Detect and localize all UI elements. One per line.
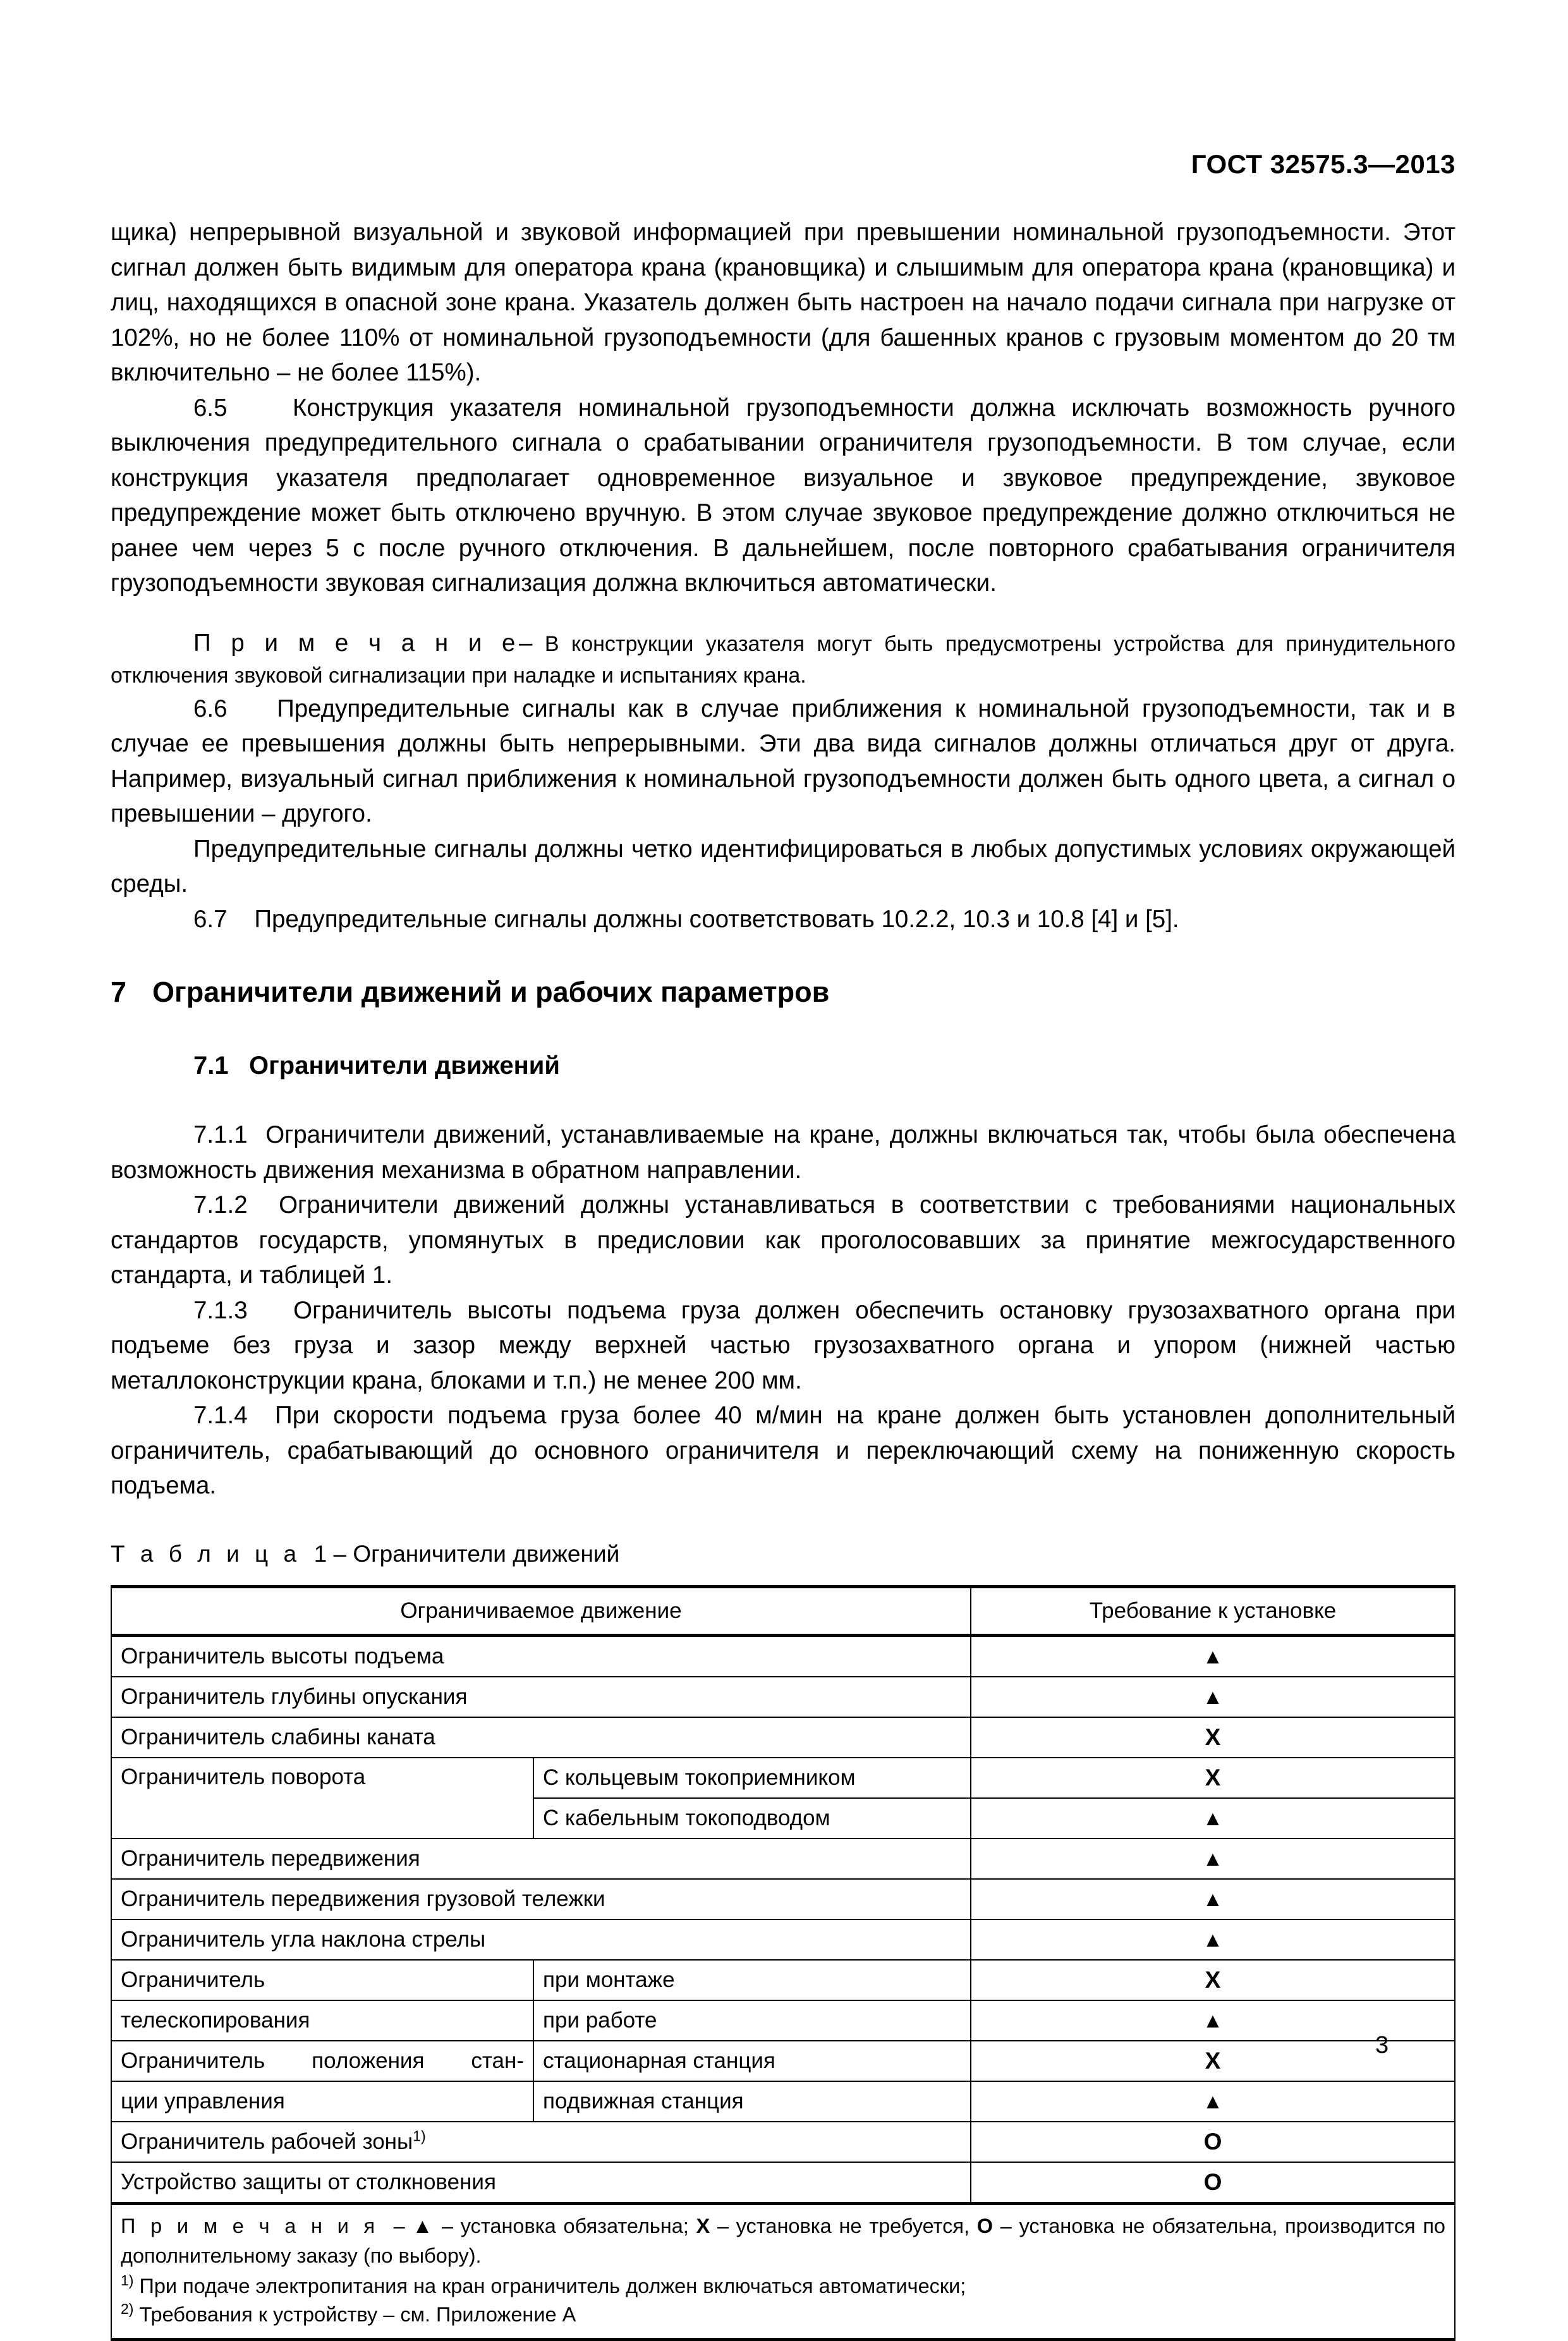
note-block [111, 628, 1456, 691]
clause-number-7-1-4: 7.1.4 [193, 1402, 248, 1429]
table-row [111, 1879, 1455, 1919]
table-row [111, 2162, 1455, 2204]
cell-requirement: X [971, 2041, 1455, 2081]
cell-movement-sub: при работе [533, 2000, 971, 2041]
table-row [111, 2122, 1455, 2162]
paragraph-6-6b: Предупредительные сигналы должны четко идентифицироваться в любых допустимых условиях окружающей среды. [111, 835, 1456, 897]
legend-x-symbol: X [696, 2214, 710, 2237]
cell-requirement: ▲ [971, 1635, 1455, 1677]
cell-movement: Ограничитель положения стан- [111, 2041, 533, 2081]
footnote-2 [121, 2301, 1445, 2329]
legend-triangle-symbol: ▲ [412, 2214, 435, 2237]
paragraph-7-1-4 [111, 1398, 1456, 1504]
clause-text-7-1-1: Ограничители движений, устанавливаемые на кране, должны включаться так, чтобы была обеспечена возможность движения механизма в обратном направлении. [111, 1121, 1456, 1184]
clause-number-7-1-1: 7.1.1 [193, 1121, 248, 1148]
cell-movement: Ограничитель слабины каната [111, 1717, 971, 1758]
column-header-movement: Ограничиваемое движение [111, 1586, 971, 1635]
legend-o-symbol: O [976, 2214, 994, 2237]
cell-requirement: X [971, 1717, 1455, 1758]
footnote-marker-1: 1) [413, 2127, 426, 2144]
note-text: В конструкции указателя могут быть предусмотрены устройства для принудительного отключения звуковой сигнализации при наладке и испытаниях крана. [111, 631, 1456, 688]
cell-movement-sub: С кольцевым токоприемником [533, 1758, 971, 1798]
clause-text-7-1-3: Ограничитель высоты подъема груза должен обеспечить остановку грузозахватного органа при подъеме без груза и зазор между верхней частью грузозахватного органа и упором (нижней частью металлоконструкции крана, блоками и т.п.) не менее 200 мм. [111, 1296, 1456, 1394]
table-notes-legend [121, 2211, 1445, 2271]
table-row [111, 1677, 1455, 1717]
cell-requirement: O [971, 2122, 1455, 2162]
cell-movement [111, 2122, 971, 2162]
table-limiters [111, 1585, 1456, 2341]
clause-number-6-5: 6.5 [193, 394, 228, 422]
heading-number-7-1: 7.1 [193, 1052, 229, 1079]
page-number: 3 [1375, 2032, 1389, 2058]
cell-movement-text: Ограничитель рабочей зоны [121, 2129, 413, 2154]
cell-movement: Ограничитель передвижения грузовой тележки [111, 1879, 971, 1919]
table-caption-dash: – [333, 1540, 347, 1567]
cell-requirement: ▲ [971, 1839, 1455, 1879]
cell-movement: Ограничитель передвижения [111, 1839, 971, 1879]
cell-movement-sub: подвижная станция [533, 2081, 971, 2122]
clauses-7-1-group [111, 1117, 1456, 1504]
cell-requirement: ▲ [971, 2000, 1455, 2041]
clause-number-6-7: 6.7 [193, 905, 228, 933]
heading-section-7 [111, 975, 1456, 1010]
clause-text-6-7: Предупредительные сигналы должны соответствовать 10.2.2, 10.3 и 10.8 [4] и [5]. [254, 905, 1179, 933]
clause-text-6-6: Предупредительные сигналы как в случае приближения к номинальной грузоподъемности, так и в случае ее превышения должны быть непрерывными. Эти два вида сигналов должны отличаться друг от друга. Например, визуальный сигнал приближения к номинальной грузоподъемности должен быть одного цвета, а сигнал о превышении – другого. [111, 695, 1456, 827]
footnote-2-marker: 2) [121, 2300, 134, 2317]
table-row [111, 1635, 1455, 1677]
legend-o-text: – установка не обязательна, производится по дополнительному заказу (по выбору). [121, 2214, 1446, 2267]
cell-movement: телескопирования [111, 2000, 533, 2041]
paragraph-6-6 [111, 691, 1456, 832]
paragraph-7-1-3 [111, 1293, 1456, 1399]
cell-movement-group: Ограничитель поворота [111, 1758, 533, 1839]
notes-dash: – [393, 2214, 405, 2237]
table-row [111, 1839, 1455, 1879]
table-row [111, 1717, 1455, 1758]
body-content [111, 215, 1456, 2341]
cell-movement-sub: стационарная станция [533, 2041, 971, 2081]
cell-movement-sub: при монтаже [533, 1960, 971, 2000]
paragraph-6-7 [111, 902, 1456, 937]
heading-number-7: 7 [111, 976, 127, 1008]
paragraph-6-5 [111, 391, 1456, 601]
table-body [111, 1635, 1455, 2339]
table-row [111, 2041, 1455, 2081]
notes-label: П р и м е ч а н и я [121, 2214, 379, 2237]
footnote-2-text: Требования к устройству – см. Приложение А [139, 2302, 576, 2326]
cell-movement: ции управления [111, 2081, 533, 2122]
table-row [111, 1960, 1455, 2000]
paragraph-7-1-2 [111, 1188, 1456, 1293]
footnote-1 [121, 2272, 1445, 2301]
cell-requirement: X [971, 1758, 1455, 1798]
legend-x-text: – установка не требуется, [717, 2214, 970, 2237]
clause-text-7-1-4: При скорости подъема груза более 40 м/мин на кране должен быть установлен дополнительный ограничитель, срабатывающий до основного ограничителя и переключающий схему на пониженную скорость подъема. [111, 1402, 1456, 1499]
clause-number-7-1-2: 7.1.2 [193, 1191, 248, 1219]
heading-title-7: Ограничители движений и рабочих параметров [152, 976, 830, 1008]
section-7-1-wrapper [111, 1049, 1456, 1082]
clause-number-7-1-3: 7.1.3 [193, 1296, 248, 1324]
cell-requirement: O [971, 2162, 1455, 2204]
table-head [111, 1586, 1455, 1635]
cell-requirement: ▲ [971, 2081, 1455, 2122]
cell-requirement: ▲ [971, 1879, 1455, 1919]
cell-movement: Устройство защиты от столкновения [111, 2162, 971, 2204]
table-caption [111, 1539, 1456, 1569]
section-7-wrapper [111, 975, 1456, 1010]
table-caption-number: 1 [313, 1540, 327, 1567]
heading-section-7-1 [111, 1049, 1456, 1082]
cell-movement: Ограничитель глубины опускания [111, 1677, 971, 1717]
note-dash: – [518, 629, 533, 657]
note-label: П р и м е ч а н и е [193, 629, 519, 657]
cell-requirement: ▲ [971, 1919, 1455, 1960]
table-notes-row [111, 2203, 1455, 2339]
column-header-requirement: Требование к установке [971, 1586, 1455, 1635]
cell-movement: Ограничитель высоты подъема [111, 1635, 971, 1677]
cell-movement: Ограничитель угла наклона стрелы [111, 1919, 971, 1960]
table-header-row [111, 1586, 1455, 1635]
paragraph-continued: щика) непрерывной визуальной и звуковой информацией при превышении номинальной грузоподъемности. Этот сигнал должен быть видимым для оператора крана (крановщика) и слышимым для оператора крана (крановщика) и лиц, находящихся в опасной зоне крана. Указатель должен быть настроен на начало подачи сигнала при нагрузке от 102%, но не более 110% от номинальной грузоподъемности (для башенных кранов с грузовым моментом до 20 тм включительно – не более 115%). [111, 219, 1456, 386]
heading-title-7-1: Ограничители движений [249, 1052, 560, 1079]
footnote-1-text: При подаче электропитания на кран ограничитель должен включаться автоматически; [139, 2274, 966, 2297]
cell-movement: Ограничитель [111, 1960, 533, 2000]
table-notes-cell [111, 2203, 1455, 2339]
table-caption-label: Т а б л и ц а [111, 1540, 301, 1567]
cell-requirement: ▲ [971, 1677, 1455, 1717]
footnote-1-marker: 1) [121, 2271, 134, 2289]
table-row [111, 1758, 1455, 1798]
standard-header: ГОСТ 32575.3—2013 [1191, 149, 1456, 179]
clause-text-6-5: Конструкция указателя номинальной грузоподъемности должна исключать возможность ручного выключения предупредительного сигнала о срабатывании ограничителя грузоподъемности. В том случае, если конструкция указателя предполагает одновременное визуальное и звуковое предупреждение, звуковое предупреждение может быть отключено вручную. В этом случае звуковое предупреждение должно отключиться не ранее чем через 5 с после ручного отключения. В дальнейшем, после повторного срабатывания ограничителя грузоподъемности звуковая сигнализация должна включиться автоматически. [111, 394, 1456, 597]
clause-text-7-1-2: Ограничители движений должны устанавливаться в соответствии с требованиями национальных стандартов государств, упомянутых в предисловии как проголосовавших за принятие межгосударственного стандарта, и таблицей 1. [111, 1191, 1456, 1289]
cell-requirement: X [971, 1960, 1455, 2000]
table-footnotes [121, 2272, 1445, 2329]
table-row [111, 2081, 1455, 2122]
table-row [111, 2000, 1455, 2041]
cell-movement-sub: С кабельным токоподводом [533, 1798, 971, 1839]
cell-requirement: ▲ [971, 1798, 1455, 1839]
paragraph-7-1-1 [111, 1117, 1456, 1188]
legend-triangle-text: – установка обязательна; [441, 2214, 689, 2237]
table-caption-title: Ограничители движений [353, 1540, 620, 1567]
table-row [111, 1919, 1455, 1960]
clause-number-6-6: 6.6 [193, 695, 228, 722]
